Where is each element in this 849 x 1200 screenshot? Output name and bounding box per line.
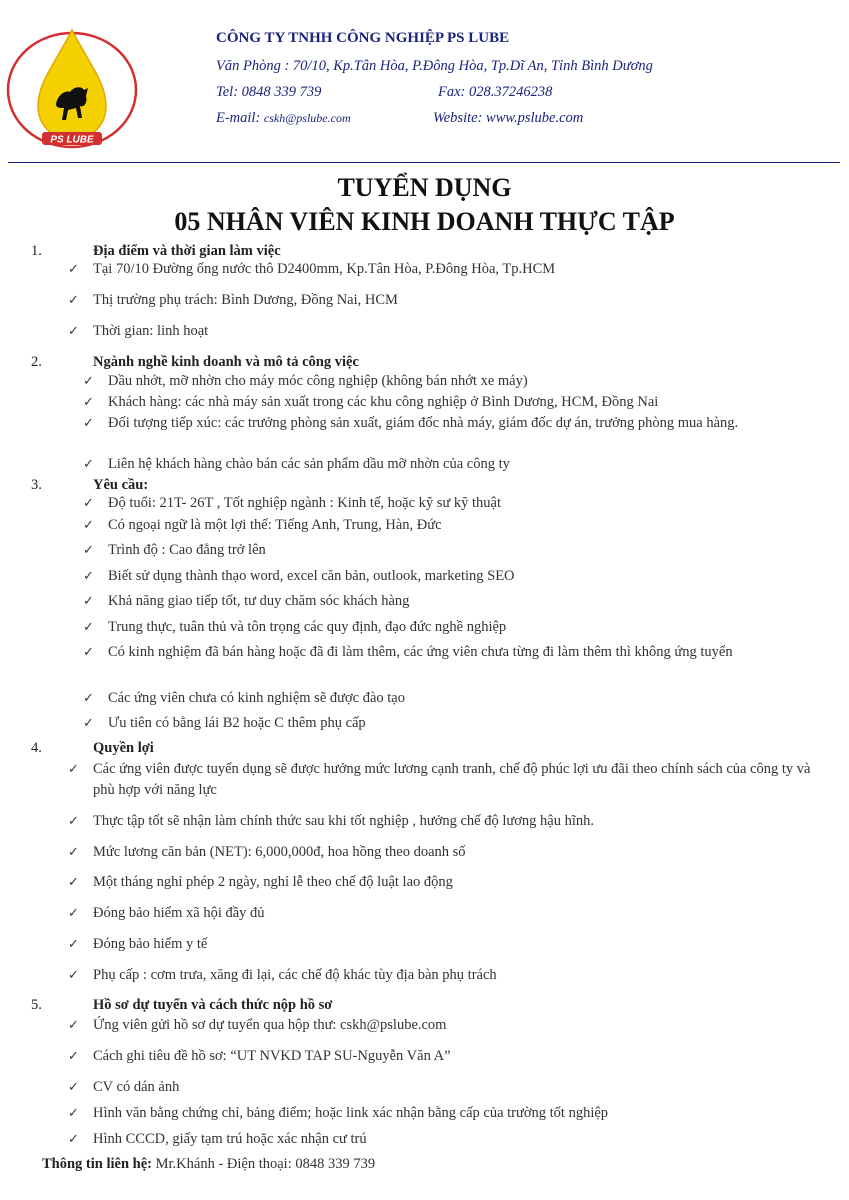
- list-item: Thị trường phụ trách: Bình Dương, Đồng Nai, HCM: [93, 292, 398, 308]
- section-number: 5.: [31, 997, 42, 1013]
- company-name: CÔNG TY TNHH CÔNG NGHIỆP PS LUBE: [216, 30, 510, 46]
- check-icon: ✓: [68, 261, 79, 276]
- section-heading: Quyền lợi: [93, 740, 154, 756]
- list-item: Có kinh nghiệm đã bán hàng hoặc đã đi làm thêm, các ứng viên chưa từng đi làm thêm thì không ứng tuyển: [108, 644, 733, 660]
- check-icon: ✓: [83, 373, 94, 388]
- list-item: Trung thực, tuân thủ và tôn trọng các quy định, đạo đức nghề nghiệp: [108, 619, 507, 635]
- logo-text: PS LUBE: [50, 134, 94, 146]
- list-item: Trình độ : Cao đẳng trở lên: [108, 542, 266, 558]
- section-heading: Địa điểm và thời gian làm việc: [93, 243, 281, 259]
- check-icon: ✓: [83, 619, 94, 634]
- company-logo: [4, 22, 140, 150]
- telephone: Tel: 0848 339 739: [216, 84, 322, 100]
- check-icon: ✓: [83, 517, 94, 532]
- check-icon: ✓: [83, 415, 94, 430]
- list-item: Liên hệ khách hàng chào bán các sản phẩm dầu mỡ nhờn của công ty: [108, 456, 510, 472]
- list-item: Đối tượng tiếp xúc: các trưởng phòng sản xuất, giám đốc nhà máy, giám đốc dự án, trưởng phòng mua hàng.: [108, 415, 739, 431]
- contact-info: [42, 1156, 375, 1173]
- check-icon: ✓: [83, 690, 94, 705]
- email-label: E-mail:: [216, 110, 264, 126]
- section-heading: Yêu cầu:: [93, 477, 149, 493]
- check-icon: ✓: [83, 394, 94, 409]
- list-item: Dầu nhớt, mỡ nhờn cho máy móc công nghiệp (không bán nhớt xe máy): [108, 373, 528, 389]
- list-item: Tại 70/10 Đường ống nước thô D2400mm, Kp.Tân Hòa, P.Đông Hòa, Tp.HCM: [93, 261, 556, 277]
- section-heading: Hồ sơ dự tuyển và cách thức nộp hồ sơ: [93, 997, 333, 1013]
- list-item: Thực tập tốt sẽ nhận làm chính thức sau khi tốt nghiệp , hưởng chế độ lương hậu hĩnh.: [93, 813, 595, 829]
- list-item: CV có dán ảnh: [93, 1079, 180, 1095]
- page-title: TUYỂN DỤNG: [337, 173, 512, 202]
- check-icon: ✓: [68, 967, 79, 982]
- list-item: Khả năng giao tiếp tốt, tư duy chăm sóc khách hàng: [108, 593, 410, 609]
- list-item: Độ tuổi: 21T- 26T , Tốt nghiệp ngành : Kinh tế, hoặc kỹ sư kỹ thuật: [108, 495, 502, 511]
- list-item: Ứng viên gửi hồ sơ dự tuyển qua hộp thư: cskh@pslube.com: [93, 1017, 447, 1033]
- section-number: 4.: [31, 740, 42, 756]
- check-icon: ✓: [68, 1017, 79, 1032]
- list-item: Đóng bảo hiểm xã hội đầy đủ: [93, 905, 265, 921]
- check-icon: ✓: [68, 1131, 79, 1146]
- check-icon: ✓: [68, 936, 79, 951]
- check-icon: ✓: [68, 874, 79, 889]
- section-heading: Ngành nghề kinh doanh và mô tả công việc: [93, 354, 359, 370]
- email-value[interactable]: cskh@pslube.com: [263, 111, 351, 125]
- check-icon: ✓: [83, 542, 94, 557]
- fax: Fax: 028.37246238: [438, 84, 553, 100]
- list-item: Hình CCCD, giấy tạm trú hoặc xác nhận cư trú: [93, 1131, 367, 1147]
- check-icon: ✓: [68, 292, 79, 307]
- check-icon: ✓: [68, 1105, 79, 1120]
- list-item: Các ứng viên chưa có kinh nghiệm sẽ được đào tạo: [108, 690, 405, 706]
- check-icon: ✓: [68, 844, 79, 859]
- check-icon: ✓: [68, 1079, 79, 1094]
- check-icon: ✓: [83, 568, 94, 583]
- section-number: 2.: [31, 354, 42, 370]
- list-item: Hình văn bằng chứng chỉ, bảng điểm; hoặc link xác nhận bằng cấp của trường tốt nghiệp: [93, 1105, 609, 1121]
- check-icon: ✓: [83, 593, 94, 608]
- list-item: Biết sử dụng thành thạo word, excel căn bản, outlook, marketing SEO: [108, 568, 515, 584]
- check-icon: ✓: [68, 813, 79, 828]
- list-item: Có ngoại ngữ là một lợi thế: Tiếng Anh, Trung, Hàn, Đức: [108, 517, 442, 533]
- list-item: Phụ cấp : cơm trưa, xăng đi lại, các chế độ khác tùy địa bàn phụ trách: [93, 967, 497, 983]
- check-icon: ✓: [83, 456, 94, 471]
- list-item: Ưu tiên có bằng lái B2 hoặc C thêm phụ cấp: [108, 715, 366, 731]
- check-icon: ✓: [68, 905, 79, 920]
- check-icon: ✓: [83, 495, 94, 510]
- list-item: Một tháng nghỉ phép 2 ngày, nghỉ lễ theo chế độ luật lao động: [93, 874, 453, 890]
- website[interactable]: Website: www.pslube.com: [433, 110, 584, 126]
- section-number: 1.: [31, 243, 42, 259]
- office-address: Văn Phòng : 70/10, Kp.Tân Hòa, P.Đông Hòa, Tp.Dĩ An, Tỉnh Bình Dương: [216, 58, 653, 74]
- page-subtitle: 05 NHÂN VIÊN KINH DOANH THỰC TẬP: [174, 207, 675, 236]
- header-divider: [8, 162, 840, 163]
- list-item: Mức lương căn bản (NET): 6,000,000đ, hoa hồng theo doanh số: [93, 844, 466, 860]
- list-item: Các ứng viên được tuyển dụng sẽ được hưởng mức lương cạnh tranh, chế độ phúc lợi ưu đãi theo chính sách của công ty và phù hợp với năng lực: [93, 761, 811, 798]
- list-item: Cách ghi tiêu đề hồ sơ: “UT NVKD TAP SU-Nguyễn Văn A”: [93, 1048, 451, 1064]
- list-item: Thời gian: linh hoạt: [93, 323, 209, 339]
- check-icon: ✓: [68, 323, 79, 338]
- contact-value: Mr.Khánh - Điện thoại: 0848 339 739: [151, 1156, 376, 1172]
- check-icon: ✓: [83, 644, 94, 659]
- check-icon: ✓: [68, 761, 79, 776]
- check-icon: ✓: [83, 715, 94, 730]
- list-item: Khách hàng: các nhà máy sản xuất trong các khu công nghiệp ở Bình Dương, HCM, Đồng Nai: [108, 394, 659, 410]
- check-icon: ✓: [68, 1048, 79, 1063]
- contact-label: Thông tin liên hệ:: [42, 1156, 152, 1172]
- email: [216, 110, 351, 127]
- list-item: Đóng bảo hiểm y tế: [93, 936, 208, 952]
- section-number: 3.: [31, 477, 42, 493]
